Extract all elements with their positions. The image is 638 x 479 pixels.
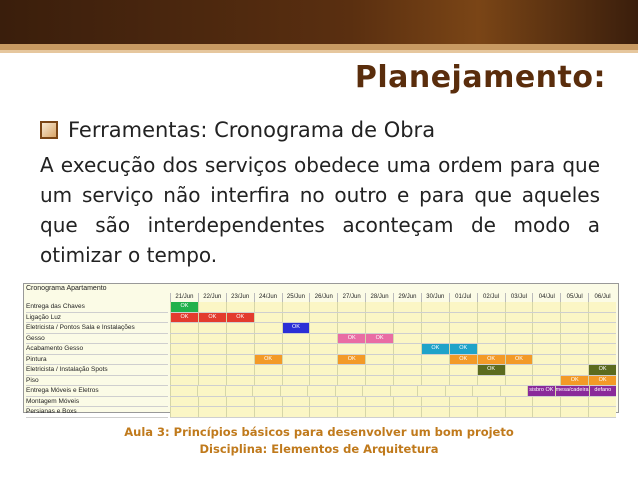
empty-cell xyxy=(309,365,337,375)
empty-cell xyxy=(226,323,254,333)
empty-cell xyxy=(337,344,365,354)
empty-cell xyxy=(445,386,472,396)
empty-cell xyxy=(337,407,365,417)
task-label: Ligação Luz xyxy=(26,313,168,324)
empty-cell xyxy=(282,376,310,386)
empty-cell xyxy=(254,313,282,323)
empty-cell xyxy=(393,365,421,375)
empty-cell xyxy=(449,376,477,386)
empty-cell xyxy=(588,313,616,323)
empty-cell xyxy=(477,397,505,407)
status-cell: OK xyxy=(337,334,365,344)
date-header: 21/Jun xyxy=(170,293,198,302)
date-header: 28/Jun xyxy=(365,293,393,302)
empty-cell xyxy=(309,334,337,344)
schedule-chart xyxy=(23,283,619,413)
date-header: 22/Jun xyxy=(198,293,226,302)
status-cell: OK xyxy=(170,302,198,312)
empty-cell xyxy=(588,334,616,344)
status-cell: OK xyxy=(337,355,365,365)
empty-cell xyxy=(170,355,198,365)
empty-cell xyxy=(254,334,282,344)
empty-cell xyxy=(309,376,337,386)
empty-cell xyxy=(505,344,533,354)
task-label: Montagem Móveis xyxy=(26,397,168,408)
empty-cell xyxy=(532,397,560,407)
empty-cell xyxy=(226,407,254,417)
empty-cell xyxy=(365,323,393,333)
empty-cell xyxy=(560,302,588,312)
task-label: Entrega Móveis e Eletros xyxy=(26,386,168,397)
empty-cell xyxy=(477,302,505,312)
empty-cell xyxy=(477,344,505,354)
status-cell: OK xyxy=(477,365,505,375)
empty-cell xyxy=(421,365,449,375)
empty-cell xyxy=(170,323,198,333)
task-row xyxy=(170,334,616,345)
empty-cell xyxy=(254,376,282,386)
empty-cell xyxy=(198,407,226,417)
status-cell: OK xyxy=(226,313,254,323)
empty-cell xyxy=(588,407,616,417)
empty-cell xyxy=(226,334,254,344)
empty-cell xyxy=(226,397,254,407)
empty-cell xyxy=(532,365,560,375)
empty-cell xyxy=(588,397,616,407)
empty-cell xyxy=(365,376,393,386)
date-header: 24/Jun xyxy=(254,293,282,302)
empty-cell xyxy=(365,355,393,365)
task-label: Acabamento Gesso xyxy=(26,344,168,355)
empty-cell xyxy=(449,365,477,375)
empty-cell xyxy=(449,302,477,312)
empty-cell xyxy=(337,397,365,407)
empty-cell xyxy=(170,344,198,354)
empty-cell xyxy=(588,344,616,354)
empty-cell xyxy=(588,355,616,365)
empty-cell xyxy=(393,376,421,386)
empty-cell xyxy=(393,344,421,354)
empty-cell xyxy=(252,386,279,396)
task-row xyxy=(170,365,616,376)
empty-cell xyxy=(362,386,389,396)
empty-cell xyxy=(417,386,444,396)
empty-cell xyxy=(449,334,477,344)
empty-cell xyxy=(365,365,393,375)
empty-cell xyxy=(170,376,198,386)
empty-cell xyxy=(309,407,337,417)
date-header: 03/Jul xyxy=(505,293,533,302)
empty-cell xyxy=(198,302,226,312)
task-row xyxy=(170,407,616,418)
empty-cell xyxy=(532,376,560,386)
chart-title: Cronograma Apartamento xyxy=(26,285,107,292)
empty-cell xyxy=(282,407,310,417)
schedule-grid xyxy=(170,293,616,410)
empty-cell xyxy=(197,386,224,396)
task-row xyxy=(170,355,616,366)
empty-cell xyxy=(226,344,254,354)
status-cell: OK xyxy=(505,355,533,365)
empty-cell xyxy=(393,355,421,365)
empty-cell xyxy=(560,365,588,375)
bullet-item xyxy=(40,118,435,142)
task-label-column xyxy=(26,302,168,418)
empty-cell xyxy=(226,365,254,375)
empty-cell xyxy=(335,386,362,396)
task-row xyxy=(170,376,616,387)
empty-cell xyxy=(421,313,449,323)
empty-cell xyxy=(421,397,449,407)
empty-cell xyxy=(421,376,449,386)
checkbox-bullet-icon xyxy=(40,121,58,139)
empty-cell xyxy=(309,344,337,354)
empty-cell xyxy=(449,397,477,407)
empty-cell xyxy=(421,302,449,312)
task-row xyxy=(170,397,616,408)
empty-cell xyxy=(505,323,533,333)
status-cell: OK xyxy=(588,365,616,375)
empty-cell xyxy=(365,407,393,417)
empty-cell xyxy=(309,302,337,312)
empty-cell xyxy=(393,313,421,323)
empty-cell xyxy=(337,313,365,323)
empty-cell xyxy=(588,302,616,312)
empty-cell xyxy=(170,365,198,375)
empty-cell xyxy=(282,344,310,354)
status-cell: OK xyxy=(421,344,449,354)
empty-cell xyxy=(337,302,365,312)
empty-cell xyxy=(472,386,499,396)
empty-cell xyxy=(254,407,282,417)
empty-cell xyxy=(337,323,365,333)
empty-cell xyxy=(170,334,198,344)
empty-cell xyxy=(449,313,477,323)
bullet-text: Ferramentas: Cronograma de Obra xyxy=(68,118,436,142)
date-header: 05/Jul xyxy=(560,293,588,302)
empty-cell xyxy=(226,355,254,365)
status-cell: OK xyxy=(560,376,588,386)
empty-cell xyxy=(393,407,421,417)
empty-cell xyxy=(198,365,226,375)
empty-cell xyxy=(365,397,393,407)
empty-cell xyxy=(393,397,421,407)
empty-cell xyxy=(365,344,393,354)
status-cell: OK xyxy=(254,355,282,365)
empty-cell xyxy=(309,323,337,333)
empty-cell xyxy=(560,323,588,333)
empty-cell xyxy=(421,355,449,365)
empty-cell xyxy=(421,407,449,417)
empty-cell xyxy=(477,334,505,344)
empty-cell xyxy=(588,323,616,333)
body-paragraph: A execução dos serviços obedece uma ordem para que um serviço não interfira no outro e para que aqueles que são interdependentes aconteçam de modo a otimizar o tempo. xyxy=(40,153,600,267)
empty-cell xyxy=(309,355,337,365)
task-label: Entrega das Chaves xyxy=(26,302,168,313)
empty-cell xyxy=(477,313,505,323)
status-cell: OK xyxy=(198,313,226,323)
empty-cell xyxy=(393,302,421,312)
empty-cell xyxy=(337,365,365,375)
empty-cell xyxy=(477,376,505,386)
date-header: 25/Jun xyxy=(282,293,310,302)
task-label: Persianas e Boxs xyxy=(26,407,168,418)
empty-cell xyxy=(254,302,282,312)
empty-cell xyxy=(393,323,421,333)
task-label: Pintura xyxy=(26,355,168,366)
header-accent-stripe-2 xyxy=(0,50,638,53)
date-header: 02/Jul xyxy=(477,293,505,302)
empty-cell xyxy=(282,334,310,344)
date-header: 06/Jul xyxy=(588,293,616,302)
empty-cell xyxy=(365,302,393,312)
date-header: 30/Jun xyxy=(421,293,449,302)
empty-cell xyxy=(505,376,533,386)
date-header: 23/Jun xyxy=(226,293,254,302)
empty-cell xyxy=(254,344,282,354)
empty-cell xyxy=(198,355,226,365)
empty-cell xyxy=(449,323,477,333)
empty-cell xyxy=(505,407,533,417)
empty-cell xyxy=(477,407,505,417)
date-header: 27/Jun xyxy=(337,293,365,302)
task-label: Eletricista / Instalação Spots xyxy=(26,365,168,376)
empty-cell xyxy=(390,386,417,396)
empty-cell xyxy=(421,323,449,333)
footer-discipline: Disciplina: Elementos de Arquitetura xyxy=(199,442,439,456)
empty-cell xyxy=(309,397,337,407)
footer-course: Aula 3: Princípios básicos para desenvolver um bom projeto xyxy=(124,425,514,439)
empty-cell xyxy=(198,397,226,407)
empty-cell xyxy=(337,376,365,386)
empty-cell xyxy=(170,386,197,396)
empty-cell xyxy=(198,323,226,333)
status-cell: defano xyxy=(589,386,616,396)
task-label: Gesso xyxy=(26,334,168,345)
date-header: 26/Jun xyxy=(309,293,337,302)
empty-cell xyxy=(449,407,477,417)
status-cell: OK xyxy=(365,334,393,344)
empty-cell xyxy=(532,334,560,344)
empty-cell xyxy=(226,302,254,312)
task-row xyxy=(170,386,616,397)
status-cell: OK xyxy=(449,344,477,354)
empty-cell xyxy=(560,344,588,354)
date-header: 04/Jul xyxy=(532,293,560,302)
empty-cell xyxy=(421,334,449,344)
task-row xyxy=(170,313,616,324)
empty-cell xyxy=(560,355,588,365)
status-cell: mesa/cadeira xyxy=(555,386,589,396)
empty-cell xyxy=(198,376,226,386)
empty-cell xyxy=(282,355,310,365)
task-row xyxy=(170,344,616,355)
empty-cell xyxy=(532,323,560,333)
empty-cell xyxy=(309,313,337,323)
empty-cell xyxy=(505,334,533,344)
task-label: Eletricista / Pontos Sala e Instalações xyxy=(26,323,168,334)
empty-cell xyxy=(254,323,282,333)
date-header: 01/Jul xyxy=(449,293,477,302)
status-cell: OK xyxy=(282,323,310,333)
empty-cell xyxy=(365,313,393,323)
status-cell: OK xyxy=(477,355,505,365)
task-row xyxy=(170,323,616,334)
empty-cell xyxy=(226,376,254,386)
task-row xyxy=(170,302,616,313)
empty-cell xyxy=(198,344,226,354)
empty-cell xyxy=(560,397,588,407)
empty-cell xyxy=(532,344,560,354)
empty-cell xyxy=(532,302,560,312)
empty-cell xyxy=(282,397,310,407)
empty-cell xyxy=(560,407,588,417)
empty-cell xyxy=(505,302,533,312)
status-cell: OK xyxy=(588,376,616,386)
empty-cell xyxy=(254,365,282,375)
empty-cell xyxy=(560,313,588,323)
empty-cell xyxy=(280,386,307,396)
empty-cell xyxy=(170,397,198,407)
empty-cell xyxy=(282,302,310,312)
empty-cell xyxy=(505,313,533,323)
date-header: 29/Jun xyxy=(393,293,421,302)
empty-cell xyxy=(393,334,421,344)
empty-cell xyxy=(225,386,252,396)
empty-cell xyxy=(532,313,560,323)
status-cell: OK xyxy=(170,313,198,323)
empty-cell xyxy=(532,355,560,365)
empty-cell xyxy=(505,397,533,407)
empty-cell xyxy=(282,313,310,323)
header-bar xyxy=(0,0,638,44)
empty-cell xyxy=(500,386,527,396)
empty-cell xyxy=(560,334,588,344)
empty-cell xyxy=(198,334,226,344)
empty-cell xyxy=(532,407,560,417)
empty-cell xyxy=(505,365,533,375)
empty-cell xyxy=(170,407,198,417)
task-label: Piso xyxy=(26,376,168,387)
empty-cell xyxy=(254,397,282,407)
empty-cell xyxy=(477,323,505,333)
status-cell: OK xyxy=(449,355,477,365)
empty-cell xyxy=(307,386,334,396)
slide-title: Planejamento: xyxy=(354,60,606,95)
empty-cell xyxy=(282,365,310,375)
status-cell: sisbro OK xyxy=(527,386,554,396)
date-header-row xyxy=(170,293,616,302)
